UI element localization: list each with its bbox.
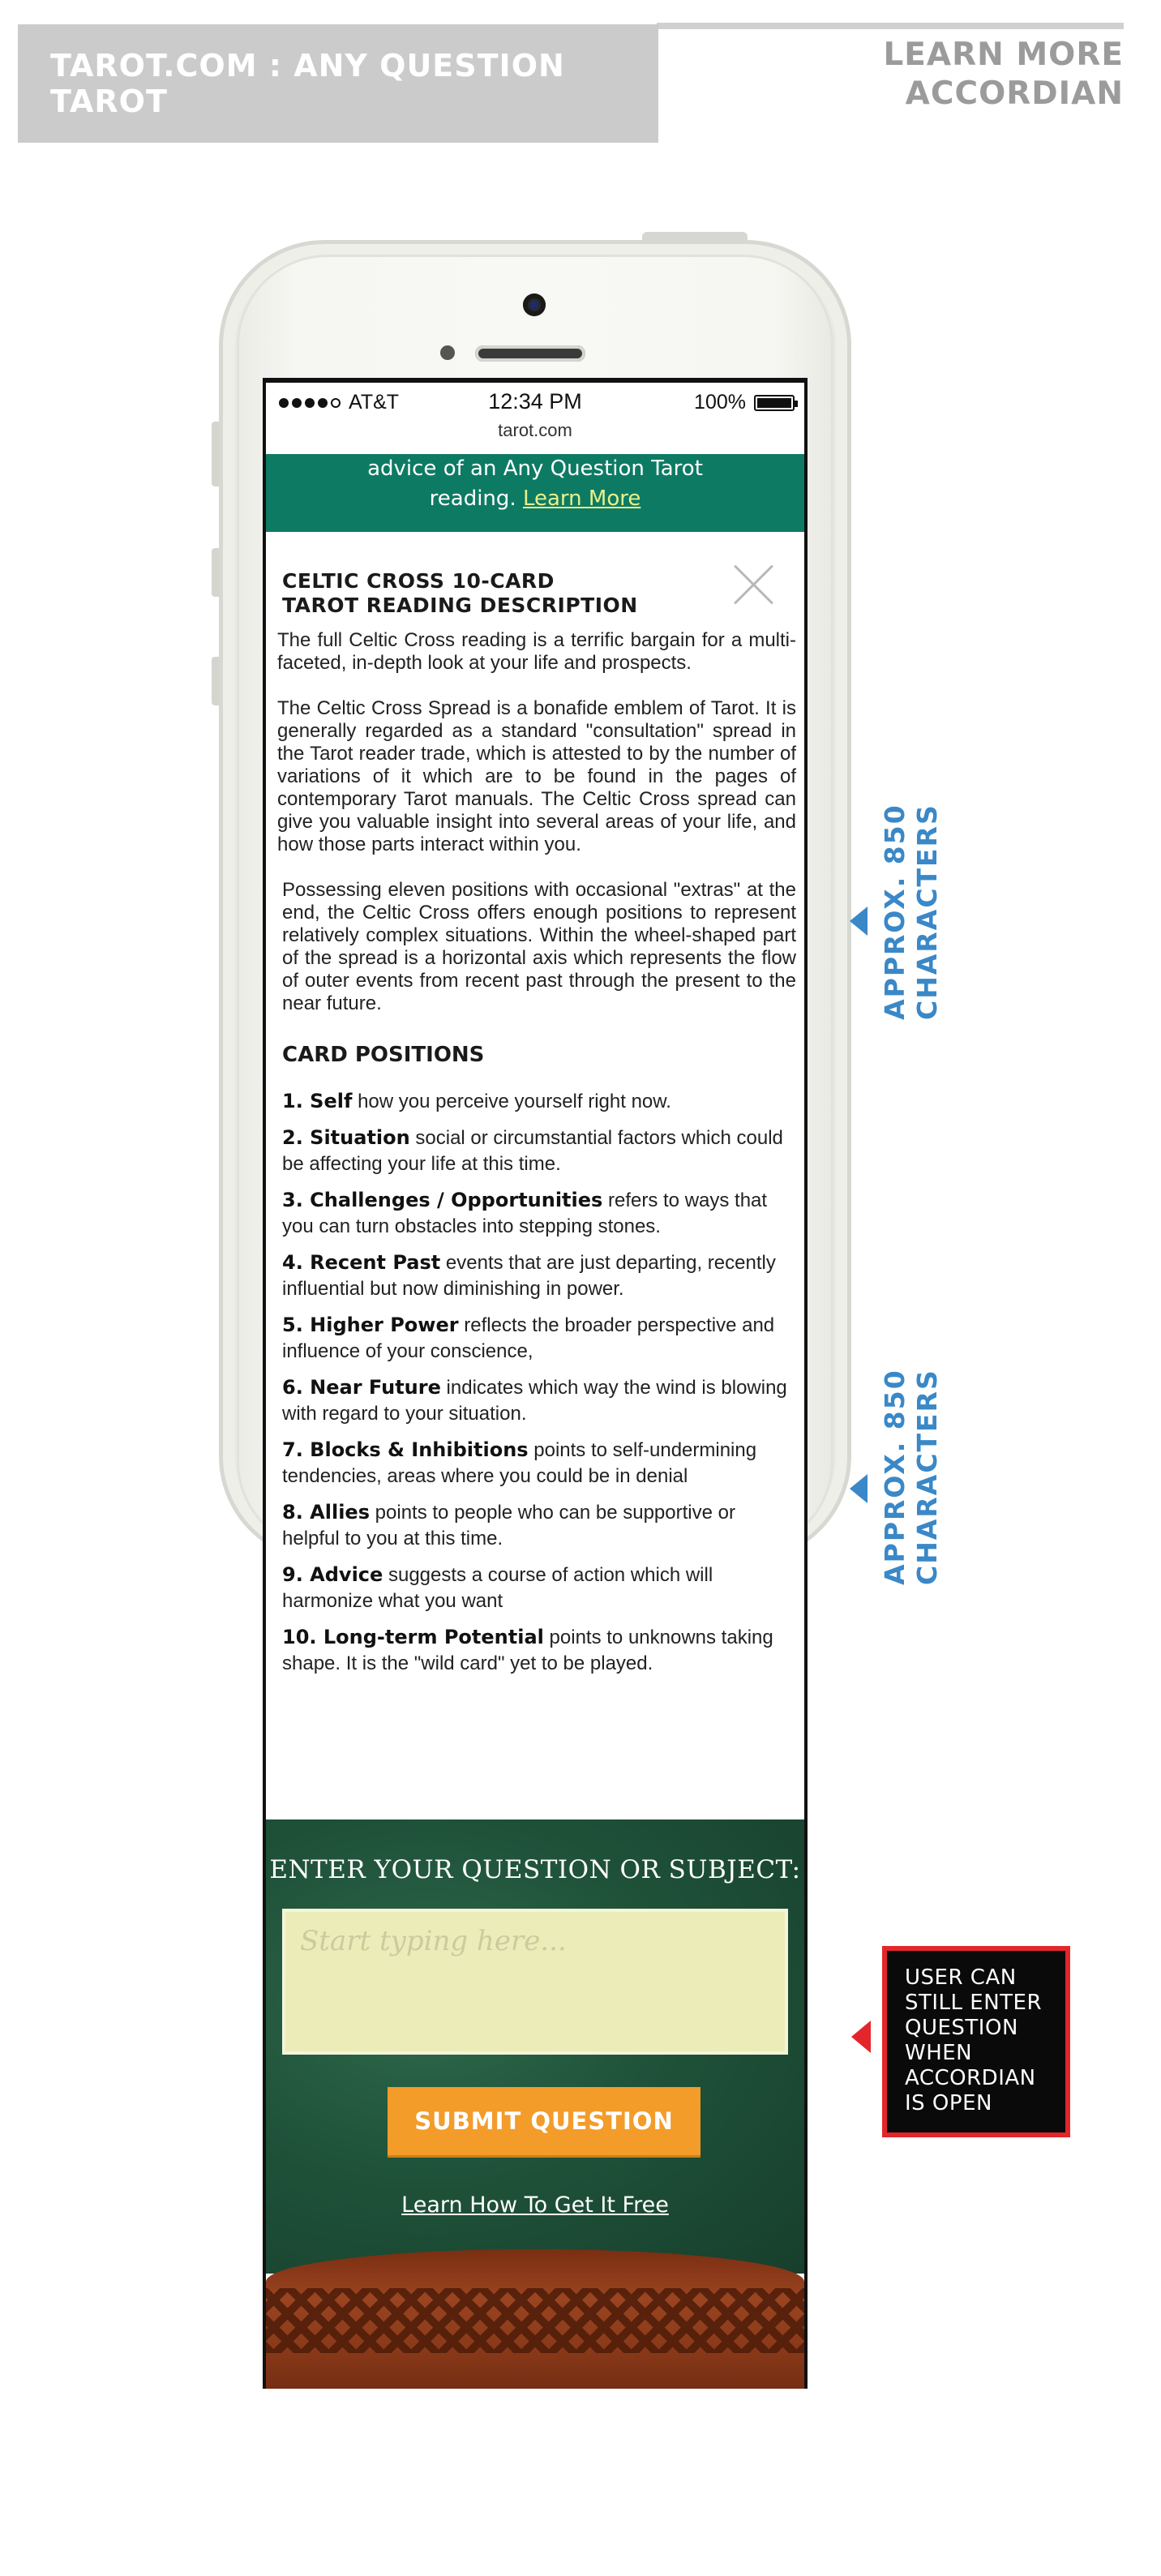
position-text: refers to ways that you can turn obstacles into stepping stones.	[282, 1189, 768, 1237]
list-item	[282, 1624, 796, 1677]
annotation-arrow-icon	[850, 1474, 868, 1503]
annotation-line1: APPROX. 850	[879, 804, 910, 1020]
section-label	[883, 36, 1124, 114]
list-item	[282, 1187, 796, 1240]
position-label: 4. Recent Past	[282, 1251, 441, 1274]
battery-percent: 100%	[694, 391, 746, 414]
close-icon[interactable]	[733, 563, 775, 605]
position-label: 6. Near Future	[282, 1376, 441, 1399]
list-item	[282, 1499, 796, 1552]
header-rule	[657, 23, 1124, 29]
celtic-knot-border	[266, 2288, 804, 2353]
accordion-panel	[277, 569, 796, 1687]
card-positions-list	[277, 1088, 796, 1677]
position-text: social or circumstantial factors which could be affecting your life at this time.	[282, 1127, 783, 1175]
annotation-line2: CHARACTERS	[911, 1369, 943, 1585]
list-item	[282, 1312, 796, 1365]
position-label: 2. Situation	[282, 1126, 410, 1149]
page-title: TAROT.COM : ANY QUESTION TAROT	[50, 48, 565, 119]
list-item	[282, 1088, 796, 1115]
carrier-name: AT&T	[349, 391, 400, 414]
position-text: how you perceive yourself right now.	[352, 1091, 671, 1112]
position-text: points to people who can be supportive or helpful to you at this time.	[282, 1502, 735, 1549]
header-title-box	[18, 24, 658, 143]
section-label-line1: LEARN MORE	[883, 36, 1124, 73]
description-paragraph: The full Celtic Cross reading is a terrific bargain for a multi-faceted, in-depth look at your life and prospects.	[277, 629, 796, 674]
camera-icon	[523, 294, 546, 316]
position-label: 10. Long-term Potential	[282, 1626, 544, 1648]
position-label: 1. Self	[282, 1090, 353, 1112]
phone-screen	[263, 378, 808, 2389]
callout-note: USER CAN STILL ENTER QUESTION WHEN ACCORDIAN IS OPEN	[882, 1946, 1070, 2137]
position-text: suggests a course of action which will harmonize what you want	[282, 1564, 713, 1612]
char-count-annotation	[879, 1369, 944, 1585]
position-text: reflects the broader perspective and influence of your conscience,	[282, 1314, 775, 1362]
address-bar-url[interactable]: tarot.com	[498, 420, 572, 440]
banner-line2	[266, 484, 804, 514]
list-item	[282, 1437, 796, 1489]
speaker-grille	[475, 345, 585, 362]
annotation-arrow-icon	[850, 907, 868, 936]
callout-arrow-icon	[851, 2021, 871, 2053]
char-count-annotation	[879, 804, 944, 1020]
banner-line2-prefix: reading.	[429, 486, 516, 511]
position-label: 8. Allies	[282, 1501, 370, 1524]
position-label: 9. Advice	[282, 1563, 383, 1586]
battery-icon	[754, 395, 795, 411]
position-text: points to self-undermining tendencies, areas where you could be in denial	[282, 1439, 757, 1487]
learn-more-link[interactable]: Learn More	[522, 486, 641, 511]
status-time: 12:34 PM	[488, 389, 582, 414]
description-paragraph: The Celtic Cross Spread is a bonafide emblem of Tarot. It is generally regarded as a standard "consultation" spread in the Tarot reader trade, which is attested to by the number of variations of it which are to be found in the pages of contemporary Tarot manuals. The Celtic Cross spread can give you valuable insight into several areas of your life, and how those parts interact within you.	[277, 697, 796, 855]
list-item	[282, 1374, 796, 1427]
sensor-icon	[440, 345, 455, 360]
list-item	[282, 1562, 796, 1614]
submit-question-button[interactable]: SUBMIT QUESTION	[388, 2087, 700, 2155]
battery-indicator	[694, 391, 795, 414]
position-text: events that are just departing, recently influential but now diminishing in power.	[282, 1252, 776, 1300]
description-paragraph: Possessing eleven positions with occasional "extras" at the end, the Celtic Cross offers enough positions to represent relatively complex situations. Within the wheel-shaped part of the spread is a horizontal axis which represents the flow of outer events from recent past through the present to the near future.	[282, 879, 796, 1014]
position-text: indicates which way the wind is blowing with regard to your situation.	[282, 1377, 787, 1425]
question-entry-section	[266, 1819, 804, 2274]
annotation-line1: APPROX. 850	[879, 1369, 910, 1585]
question-label: ENTER YOUR QUESTION OR SUBJECT:	[269, 1855, 801, 1884]
wood-table-decoration	[266, 2249, 804, 2389]
promo-banner	[266, 454, 804, 532]
card-positions-heading: CARD POSITIONS	[282, 1043, 485, 1067]
accordion-title-line2: TAROT READING DESCRIPTION	[282, 594, 638, 617]
question-input[interactable]: Start typing here...	[282, 1909, 788, 2055]
learn-free-link[interactable]: Learn How To Get It Free	[401, 2192, 669, 2218]
banner-line1: advice of an Any Question Tarot	[367, 456, 703, 481]
annotation-line2: CHARACTERS	[911, 804, 943, 1020]
position-text: points to unknowns taking shape. It is the "wild card" yet to be played.	[282, 1627, 773, 1674]
section-label-line2: ACCORDIAN	[905, 75, 1124, 112]
status-bar	[266, 383, 804, 415]
position-label: 5. Higher Power	[282, 1314, 459, 1336]
accordion-header	[277, 569, 796, 618]
position-label: 3. Challenges / Opportunities	[282, 1189, 603, 1211]
list-item	[282, 1125, 796, 1177]
accordion-title	[282, 569, 704, 618]
list-item	[282, 1249, 796, 1302]
accordion-title-line1: CELTIC CROSS 10-CARD	[282, 569, 555, 593]
position-label: 7. Blocks & Inhibitions	[282, 1438, 529, 1461]
